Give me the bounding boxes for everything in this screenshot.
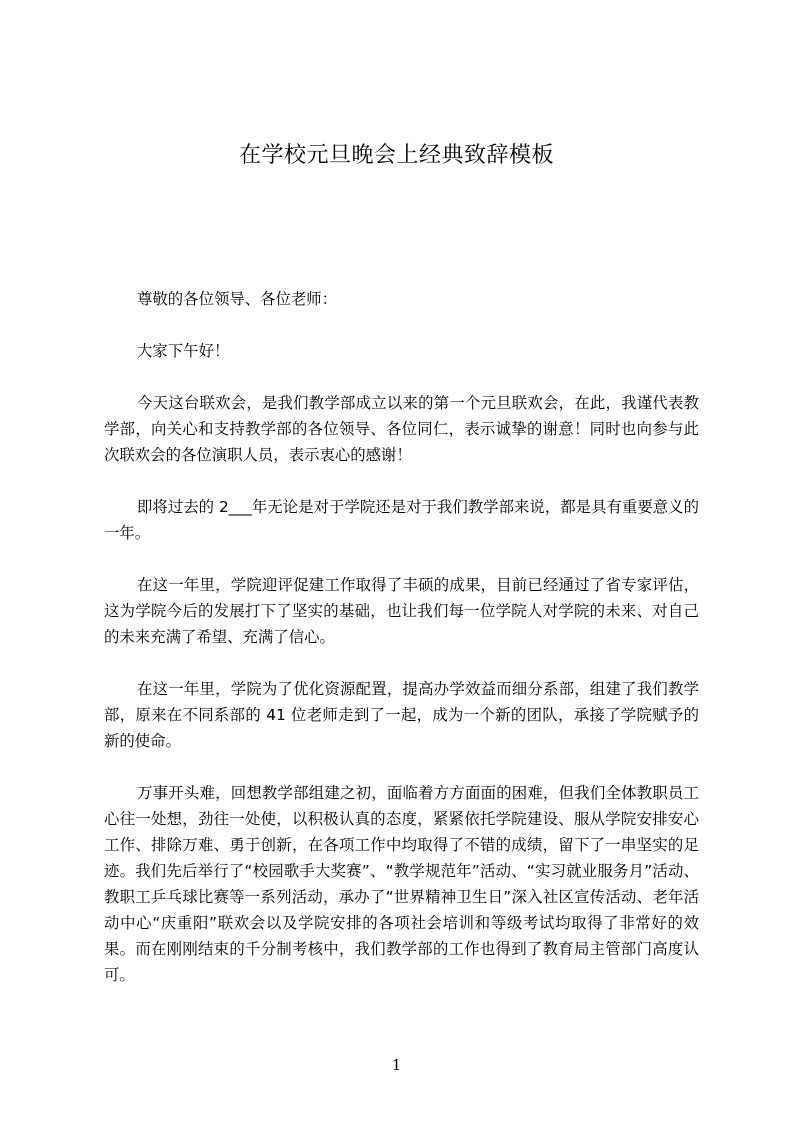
paragraph-4: 在这一年里，学院为了优化资源配置，提高办学效益而细分系部，组建了我们教学部，原来在不同系部的 41 位老师走到了一起，成为一个新的团队，承接了学院赋予的新的使命。 bbox=[104, 680, 699, 750]
paragraph-2: 即将过去的 2___年无论是对于学院还是对于我们教学部来说，都是具有重要意义的一年。 bbox=[104, 498, 699, 542]
paragraph-3: 在这一年里，学院迎评促建工作取得了丰硕的成果，目前已经通过了省专家评估，这为学院今后的发展打下了坚实的基础，也让我们每一位学院人对学院的未来、对自己的未来充满了希望、充满了信心。 bbox=[104, 576, 699, 646]
paragraph-5: 万事开头难，回想教学部组建之初，面临着方方面面的困难，但我们全体教职员工心往一处想，劲往一处使，以积极认真的态度，紧紧依托学院建设、服从学院安排安心工作、排除万难、勇于创新，在各项工作中均取得了不错的成绩，留下了一串坚实的足迹。我们先后举行了“校园歌手大奖赛”、“教学规范年”活动、“实习就业服务月”活动、教职工乒乓球比赛等一系列活动，承办了“世界精神卫生日”深入社区宣传活动、老年活动中心“庆重阳”联欢会以及学院安排的各项社会培训和等级考试均取得了非常好的效果。而在刚刚结束的千分制考核中，我们教学部的工作也得到了教育局主管部门高度认可。 bbox=[104, 784, 699, 984]
greeting: 大家下午好！ bbox=[137, 342, 230, 360]
document-title: 在学校元旦晚会上经典致辞模板 bbox=[238, 143, 554, 168]
salutation: 尊敬的各位领导、各位老师： bbox=[137, 290, 338, 308]
paragraph-1: 今天这台联欢会，是我们教学部成立以来的第一个元旦联欢会，在此，我谨代表教学部，向关心和支持教学部的各位领导、各位同仁，表示诚挚的谢意！同时也向参与此次联欢会的各位演职人员，表示衷心的感谢！ bbox=[104, 394, 699, 464]
page-number: 1 bbox=[391, 1056, 402, 1074]
document-body bbox=[104, 286, 699, 1014]
